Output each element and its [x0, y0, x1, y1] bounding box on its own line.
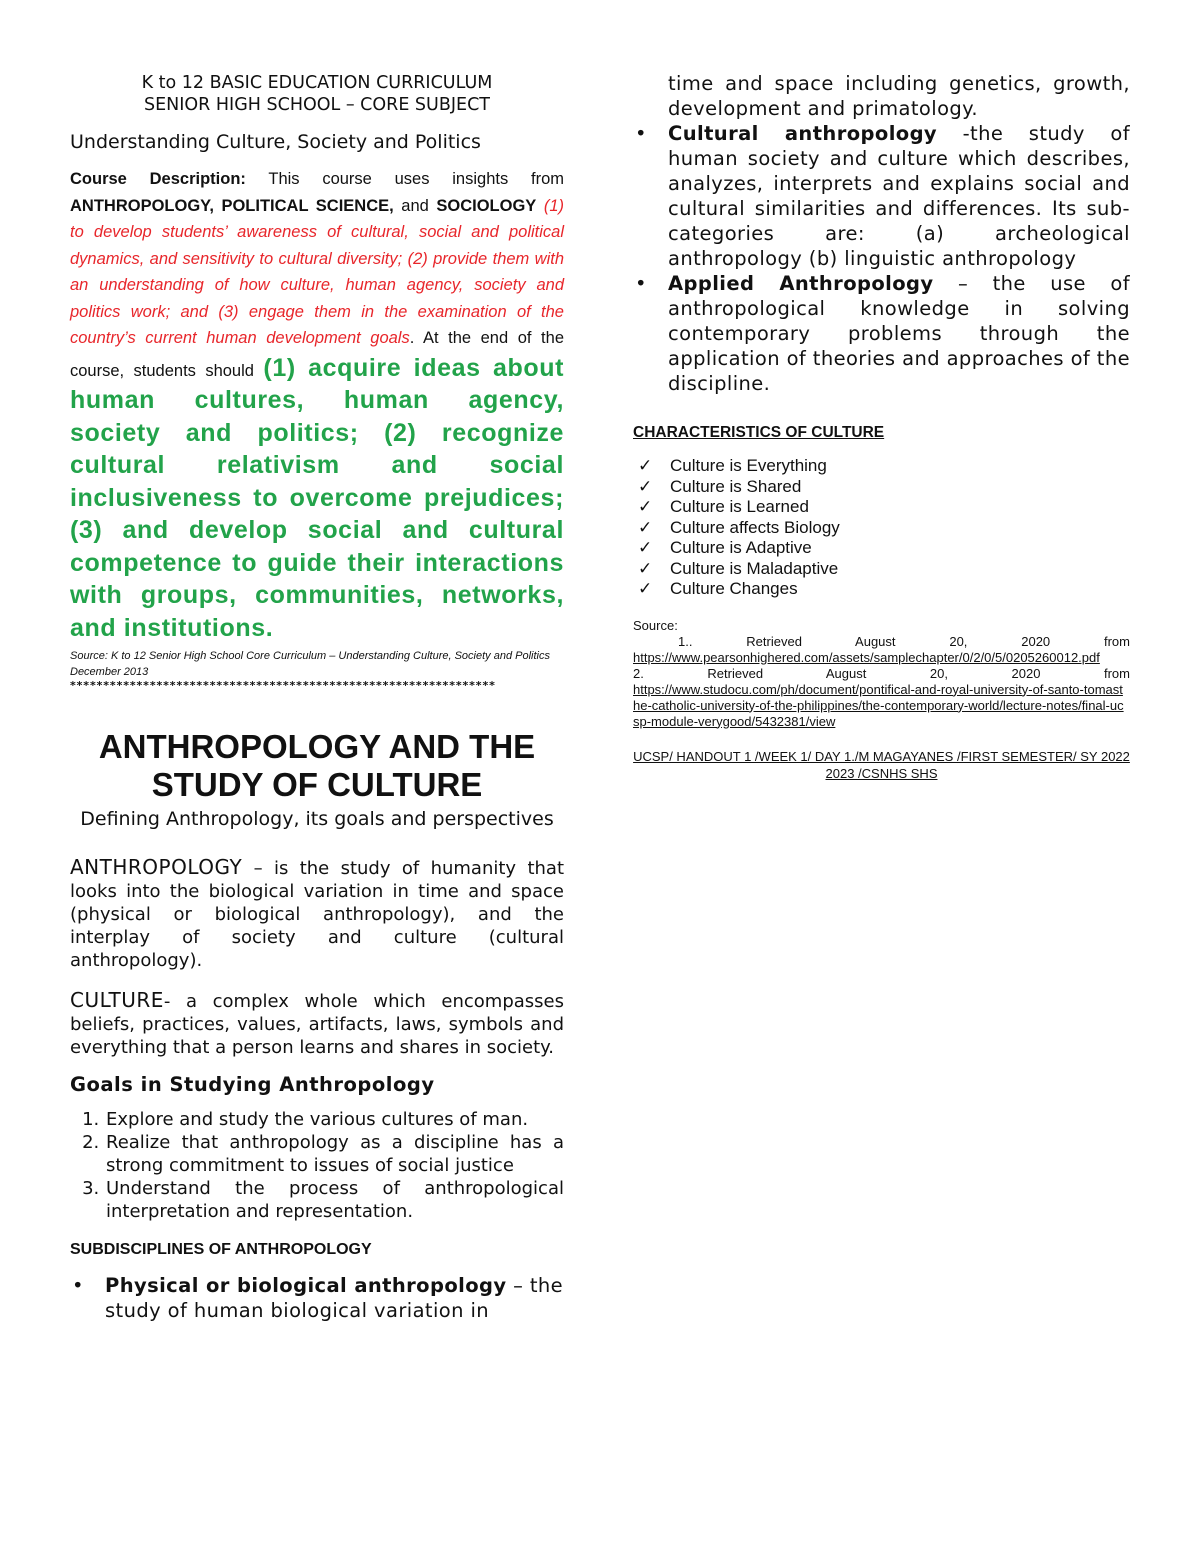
- characteristic-item: ✓ Culture is Maladaptive: [638, 558, 839, 578]
- curriculum-source: Source: K to 12 Senior High School Core Curriculum – Understanding Culture, Society and Politics December 2013: [70, 650, 550, 678]
- subdisciplines-heading: SUBDISCIPLINES OF ANTHROPOLOGY: [70, 1241, 372, 1258]
- characteristic-item: ✓ Culture Changes: [638, 579, 798, 598]
- source-2-line: 2. Retrieved August 20, 2020 from: [633, 665, 1130, 681]
- checkmark-icon: ✓: [638, 456, 653, 475]
- subdisciplines-list-part1: [70, 1273, 564, 1323]
- subdisciplines-list-part2: [633, 71, 1130, 396]
- learning-outcomes-green: (1) acquire ideas about human cultures, human agency, society and politics; (2) recognize cultural relativism and social inclusiveness to overcome prejudices; (3) and develop social and cultural competence to guide their interactions with groups, communities, networks, and institutions.: [70, 353, 565, 642]
- bullet-icon: •: [72, 1274, 84, 1297]
- culture-definition: CULTURE- a complex whole which encompasses beliefs, practices, values, artifacts, laws, symbols and everything that a person learns and shares in society.: [70, 988, 564, 1058]
- sources-block: [633, 618, 1130, 730]
- applied-anthropology-item: • Applied Anthropology – the use of anthropological knowledge in solving contemporary problems through the application of theories and approaches of the discipline.: [635, 272, 1130, 395]
- course-description: Course Description: This course uses insights from ANTHROPOLOGY, POLITICAL SCIENCE, and SOCIOLOGY (1) to develop students’ awareness of cultural, social and political dynamics, and sensitivity to cultural diversity; (2) provide them with an understanding of how culture, human agency, society and politics work; and (3) engage them in the examination of the country’s current human development goals. At the end of the course, students should (1) acquire ideas about human cultures, human agency, society and politics; (2) recognize cultural relativism and social inclusiveness to overcome prejudices; (3) and develop social and cultural competence to guide their interactions with groups, communities, networks, and institutions.: [70, 170, 565, 642]
- checkmark-icon: ✓: [638, 476, 653, 496]
- source-1-link[interactable]: https://www.pearsonhighered.com/assets/samplechapter/0/2/0/5/0205260012.pdf: [633, 649, 1100, 665]
- physical-anthropology-item: • Physical or biological anthropology – the study of human biological variation in: [72, 1274, 564, 1322]
- cultural-anthropology-item: • Cultural anthropology -the study of human society and culture which describes, analyzes, interprets and explains social and cultural similarities and differences. Its sub-categories are: (a) archeological anthropology (b) linguistic anthropology: [635, 122, 1130, 270]
- right-column: [633, 0, 1130, 782]
- goals-heading: Goals in Studying Anthropology: [70, 1073, 435, 1096]
- characteristics-heading: CHARACTERISTICS OF CULTURE: [633, 424, 885, 441]
- bullet-icon: •: [635, 122, 647, 145]
- source-2-link[interactable]: https://www.studocu.com/ph/document/pontifical-and-royal-university-of-santo-tomasthe-catholic-university-of-the-philippines/the-contemporary-world/lecture-notes/final-ucsp-module-verygood/5432381/view: [633, 681, 1124, 729]
- subject-title: Understanding Culture, Society and Politics: [70, 131, 481, 153]
- checkmark-icon: ✓: [638, 497, 653, 516]
- goals-list: [70, 1108, 564, 1223]
- anthropology-definition: ANTHROPOLOGY – is the study of humanity that looks into the biological variation in time and space (physical or biological anthropology), and the interplay of society and culture (cultural anthropology).: [70, 855, 564, 971]
- course-objectives-red: (1) to develop students’ awareness of cultural, social and political dynamics, and sensitivity to cultural diversity; (2) provide them with an understanding of how culture, human agency, society and politics work; and (3) engage them in the examination of the country’s current human development goals: [70, 196, 565, 347]
- characteristic-item: ✓ Culture is Everything: [638, 456, 827, 475]
- characteristic-item: ✓ Culture is Learned: [638, 497, 809, 516]
- goal-item: 3. Understand the process of anthropological interpretation and representation.: [105, 1177, 564, 1223]
- characteristic-item: ✓ Culture affects Biology: [638, 517, 840, 537]
- goal-item: 2. Realize that anthropology as a discipline has a strong commitment to issues of social justice: [105, 1131, 564, 1177]
- course-description-label: Course Description:: [70, 170, 246, 188]
- handout-footer: UCSP/ HANDOUT 1 /WEEK 1/ DAY 1./M MAGAYANES /FIRST SEMESTER/ SY 2022 2023 /CSNHS SHS: [633, 748, 1130, 781]
- curriculum-header-line2: SENIOR HIGH SCHOOL – CORE SUBJECT: [143, 95, 490, 115]
- main-subtitle: Defining Anthropology, its goals and perspectives: [80, 808, 554, 830]
- characteristics-list: [633, 456, 1130, 600]
- main-title: ANTHROPOLOGY AND THE STUDY OF CULTURE: [98, 728, 536, 803]
- checkmark-icon: ✓: [638, 579, 653, 598]
- checkmark-icon: ✓: [638, 538, 653, 557]
- checkmark-icon: ✓: [638, 558, 653, 578]
- source-1-line: 1.. Retrieved August 20, 2020 from: [678, 633, 1130, 649]
- sources-label: Source:: [633, 617, 678, 633]
- curriculum-header-line1: K to 12 BASIC EDUCATION CURRICULUM: [141, 73, 493, 93]
- divider-stars: ****************************************************************: [70, 680, 496, 692]
- characteristic-item: ✓ Culture is Shared: [638, 476, 802, 496]
- characteristic-item: ✓ Culture is Adaptive: [638, 538, 812, 557]
- goal-item: 1. Explore and study the various cultures of man.: [105, 1108, 564, 1131]
- physical-anthropology-continued: time and space including genetics, growth, development and primatology.: [668, 72, 1130, 120]
- left-column: [70, 0, 564, 1323]
- checkmark-icon: ✓: [638, 517, 653, 537]
- bullet-icon: •: [635, 272, 647, 295]
